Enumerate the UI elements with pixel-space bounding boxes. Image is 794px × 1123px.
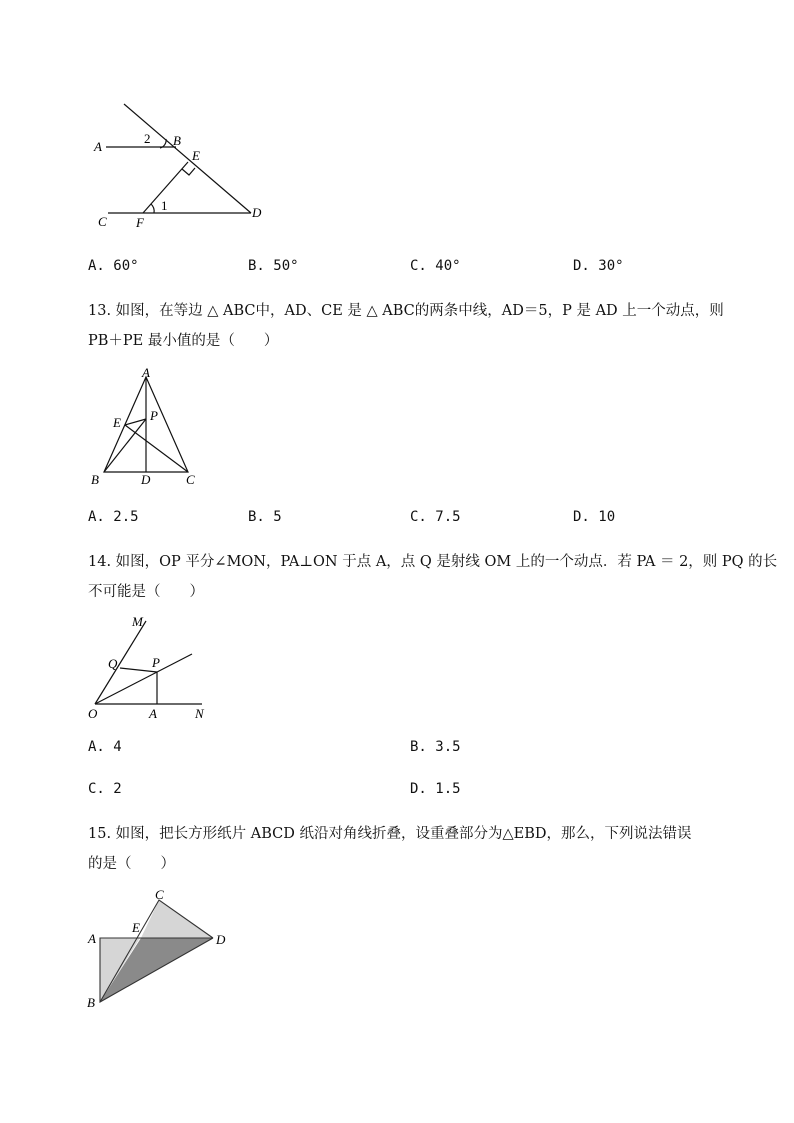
label-a: A [142,365,150,380]
q14-option-c[interactable]: C. 2 [88,781,122,797]
q12-option-d[interactable]: D. 30° [573,258,624,274]
label-d: D [141,472,151,487]
label-b: B [87,995,95,1010]
label-o: O [88,706,98,721]
segment-pe [125,419,146,425]
q15-stem-line2: 的是（ ） [88,856,175,872]
label-c: C [186,472,195,487]
ray-om [95,621,146,704]
q12-option-c[interactable]: C. 40° [410,258,461,274]
q12-option-b[interactable]: B. 50° [248,258,299,274]
angle-1-arc [151,204,154,213]
q13-option-d[interactable]: D. 10 [573,509,616,525]
label-a: A [149,706,157,721]
q13-stem-line1: 13. 如图，在等边 △ ABC中，AD、CE 是 △ ABC的两条中线，AD＝5，P 是 AD 上一个动点，则 [88,303,724,319]
label-c: C [98,214,107,229]
label-f: F [136,215,144,230]
q13-option-a[interactable]: A. 2.5 [88,509,139,525]
right-angle-mark [182,168,195,175]
folded-part [141,900,213,938]
label-p: P [150,408,158,423]
label-p: P [152,655,160,670]
q13-stem-line2: PB＋PE 最小值的是（ ） [88,333,279,349]
label-e: E [113,415,121,430]
label-n: N [195,706,204,721]
label-b: B [173,133,181,148]
label-angle-2: 2 [144,131,151,146]
label-c: C [155,887,164,902]
label-d: D [216,932,226,947]
q12-option-a[interactable]: A. 60° [88,258,139,274]
q14-option-b[interactable]: B. 3.5 [410,739,461,755]
q14-option-a[interactable]: A. 4 [88,739,122,755]
figure-q12 [86,95,276,235]
label-b: B [91,472,99,487]
figure-q13 [86,365,206,490]
label-a: A [88,931,96,946]
segment-bp [104,419,146,472]
q14-option-d[interactable]: D. 1.5 [410,781,461,797]
figure-q14 [84,612,214,724]
q14-stem-line2: 不可能是（ ） [88,584,204,600]
label-angle-1: 1 [161,198,168,213]
transversal-line [124,104,251,213]
median-ce [125,425,188,472]
figure-q15 [84,886,234,1011]
label-a: A [94,139,102,154]
label-m: M [132,614,143,629]
label-e: E [132,920,140,935]
label-q: Q [108,656,118,671]
label-d: D [252,205,262,220]
q13-option-c[interactable]: C. 7.5 [410,509,461,525]
label-e: E [192,148,200,163]
q15-stem-line1: 15. 如图，把长方形纸片 ABCD 纸沿对角线折叠，设重叠部分为△EBD，那么，下列说法错误 [88,826,692,842]
q13-option-b[interactable]: B. 5 [248,509,282,525]
q14-stem-line1: 14. 如图，OP 平分∠MON，PA⊥ON 于点 A，点 Q 是射线 OM 上的一个动点．若 PA ＝ 2，则 PQ 的长 [88,554,778,570]
